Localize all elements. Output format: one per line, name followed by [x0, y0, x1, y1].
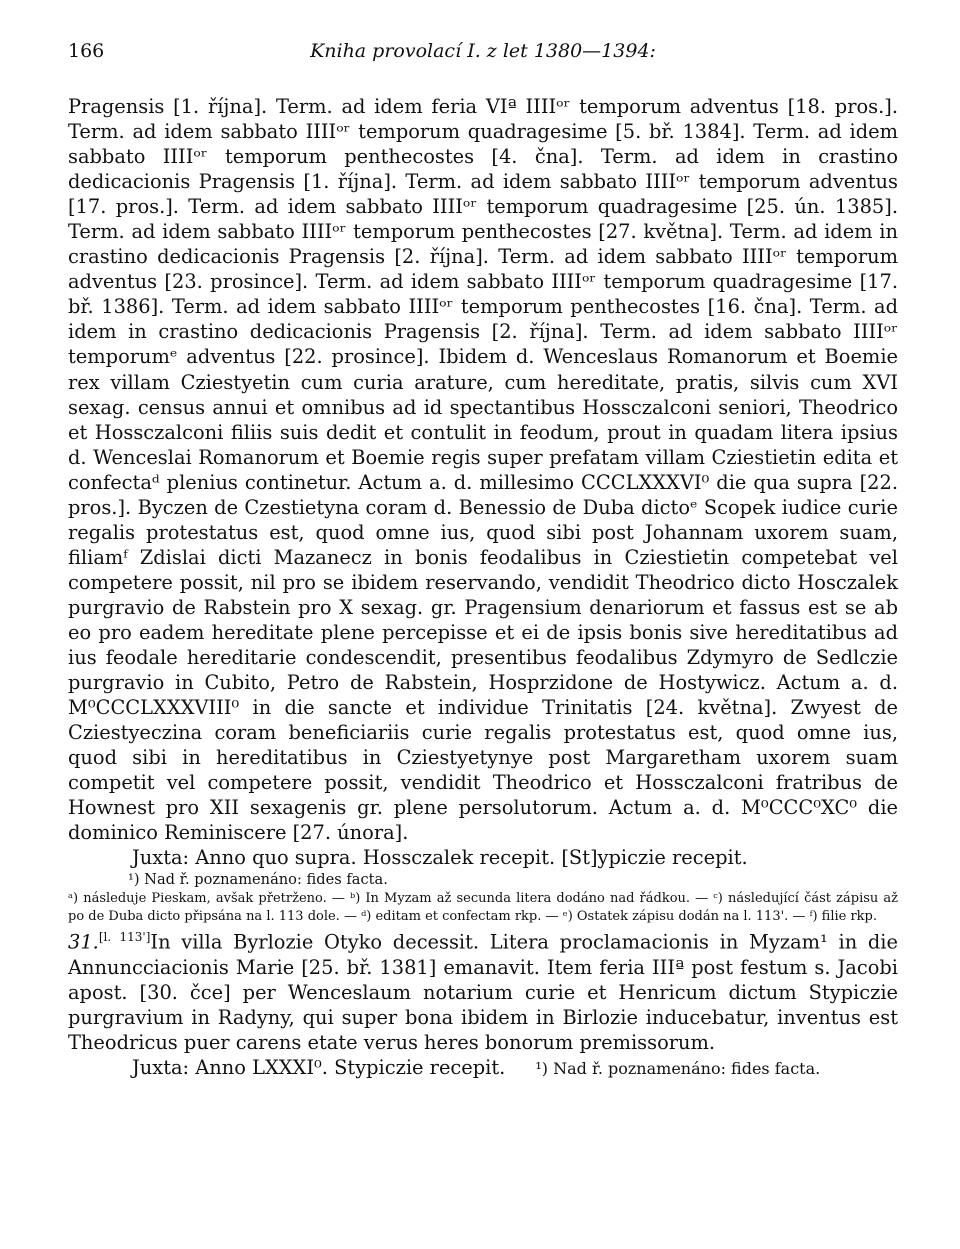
juxta-note-2 [68, 1055, 898, 1081]
entry-31 [68, 925, 898, 1055]
entry-number: 31. [68, 930, 99, 954]
running-head [68, 40, 898, 68]
folio-reference: [l. 113'] [98, 930, 151, 945]
footnote-1: ¹) Nad ř. poznamenáno: fides facta. [128, 871, 388, 889]
running-title: Kniha provolací I. z let 1380—1394: [310, 40, 656, 62]
juxta-note-1: Juxta: Anno quo supra. Hossczalek recepit. [St]ypiczie recepit. [132, 846, 748, 870]
entry-text: In villa Byrlozie Otyko decessit. Litera proclamacionis in Myzam¹ in die Annuncciacionis Marie [25. bř. 1381] emanavit. Item feria IIIª post festum s. Jacobi apost. [30. čce] per Wenceslaum notarium curie et Henricum dictum Stypiczie purgravium in Radyny, qui super bona ibidem in Birlozie inducebatur, inventus est Theodricus puer carens etate verus heres bonorum premissorum. [68, 930, 898, 1055]
document-page [68, 40, 898, 1081]
critical-apparatus: ᵃ) následuje Pieskam, avšak přetrženo. — ᵇ) In Myzam až secunda litera dodáno nad řádkou. — ᶜ) následující část zápisu až po de Duba dicto připsána na l. 113 dole. — ᵈ) editam et confectam rkp. — ᵉ) Ostatek zápisu dodán na l. 113'. — ᶠ) filie rkp. [68, 891, 898, 924]
footnote-2: ¹) Nad ř. poznamenáno: fides facta. [535, 1059, 821, 1079]
page-number: 166 [68, 40, 105, 62]
body-text [68, 94, 898, 1081]
juxta-text-2: Juxta: Anno LXXXI⁰. Stypiczie recepit. [132, 1056, 506, 1080]
main-paragraph: Pragensis [1. října]. Term. ad idem feria VIª IIIIᵒʳ temporum adventus [18. pros.]. Term. ad idem sabbato IIIIᵒʳ temporum quadragesime [5. bř. 1384]. Term. ad idem sabbato IIIIᵒʳ temporum penthecostes [4. čna]. Term. ad idem in crastino dedicacionis Pragensis [1. října]. Term. ad idem sabbato IIIIᵒʳ temporum adventus [17. pros.]. Term. ad idem sabbato IIIIᵒʳ temporum quadragesime [25. ún. 1385]. Term. ad idem sabbato IIIIᵒʳ temporum penthecostes [27. května]. Term. ad idem in crastino dedicacionis Pragensis [2. října]. Term. ad idem sabbato IIIIᵒʳ temporum adventus [23. prosince]. Term. ad idem sabbato IIIIᵒʳ temporum quadragesime [17. bř. 1386]. Term. ad idem sabbato IIIIᵒʳ temporum penthecostes [16. čna]. Term. ad idem in crastino dedicacionis Pragensis [2. října]. Term. ad idem sabbato IIIIᵒʳ temporumᵉ adventus [22. prosince]. Ibidem d. Wenceslaus Romanorum et Boemie rex villam Cziestyetin cum curia arature, cum hereditate, pratis, silvis cum XVI sexag. census annui et omnibus ad id spectantibus Hossczalconi seniori, Theodrico et Hossczalconi filiis suis dedit et contulit in feodum, prout in quadam litera ipsius d. Wenceslai Romanorum et Boemie regis super prefatam villam Cziestietin edita et confectaᵈ plenius continetur. Actum a. d. millesimo CCCLXXXVI⁰ die qua supra [22. pros.]. Byczen de Czestietyna coram d. Benessio de Duba dictoᵉ Scopek iudice curie regalis protestatus est, quod omne ius, quod sibi post Johannam uxorem suam, filiamᶠ Zdislai dicti Mazanecz in bonis feodalibus in Cziestietin competebat vel competere possit, nil pro se ibidem reservando, vendidit Theodrico dicto Hosczalek purgravio de Rabstein pro X sexag. gr. Pragensium denariorum et fassus est se ab eo pro eadem hereditate plene percepisse et ei de ipsis bonis sive hereditatibus ad ius feodale hereditarie condescendit, presentibus feodalibus Zdymyro de Sedlczie purgravio in Cubito, Petro de Rabstein, Hosprzidone de Hostywicz. Actum a. d. M⁰CCCLXXXVIII⁰ in die sancte et individue Trinitatis [24. května]. Zwyest de Cziestyeczina coram beneficiariis curie regalis protestatus est, quod omne ius, quod sibi in hereditatibus in Cziestyetynye post Margaretham uxorem suam competit vel competere possit, vendidit Theodrico et Hossczalconi fratribus de Hownest pro XII sexagenis gr. plene persolutorum. Actum a. d. M⁰CCC⁰XC⁰ die dominico Reminiscere [27. února]. [68, 95, 898, 845]
